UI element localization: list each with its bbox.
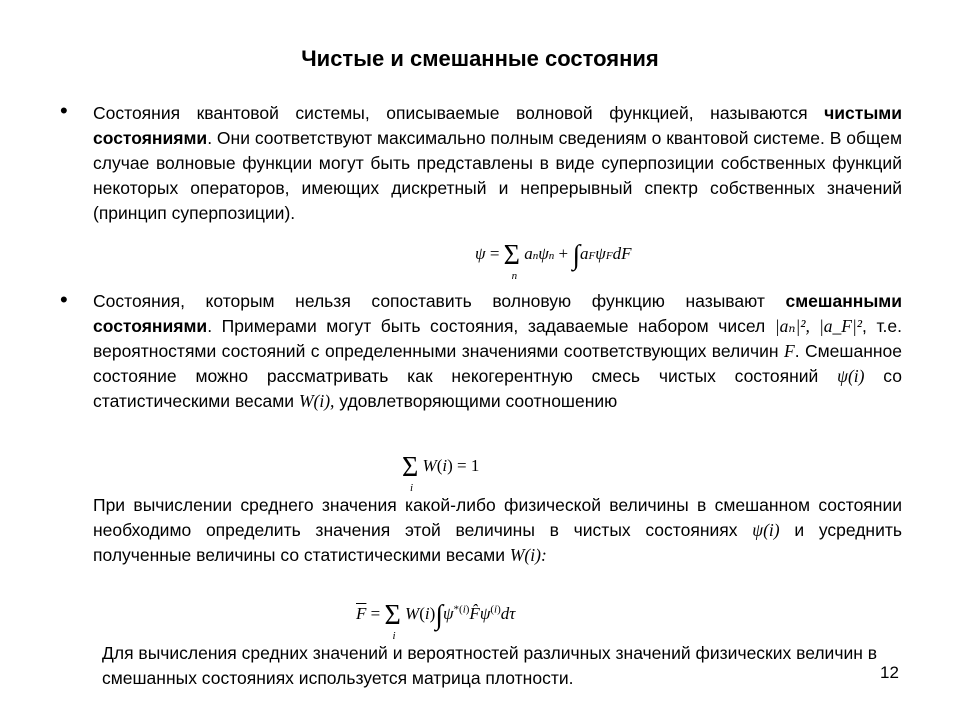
psi-i-2: ψ(i)	[752, 520, 780, 540]
avg-text-a: При вычислении среднего значения какой-либо физической величины в смешанном состоянии необходимо определить значения этой величины в чистых состояниях	[93, 495, 902, 540]
weight-W-i: W(i),	[298, 391, 335, 411]
mixed-text-d: . Смешанное состояние можно рассматривать как некогерентную смесь чистых состояний	[93, 341, 902, 386]
paragraph-pure-states	[93, 101, 902, 226]
formula-superposition: ψ = Σ n anψn + ∫aFψFdF	[475, 240, 632, 282]
formula-average: $\overline{F} = \Sigma$ i $W(i)\int\psi^{*(i)}F̂\psi^{(i)}d\tau$	[356, 600, 516, 642]
weight-W-i-2: W(i):	[509, 545, 547, 565]
psi-i: ψ(i)	[837, 366, 865, 386]
paragraph-mixed-states	[93, 289, 902, 414]
pure-text-a: Состояния квантовой системы, описываемые волновой функцией, называются	[93, 103, 825, 123]
variable-F: F	[784, 341, 795, 361]
probability-numbers: |aₙ|², |a_F|²	[774, 316, 863, 336]
mixed-text-a: Состояния, которым нельзя сопоставить волновую функцию называют	[93, 291, 786, 311]
mixed-text-e: со статистическими весами	[93, 366, 902, 411]
bullet-marker-2: •	[60, 287, 68, 312]
pure-states-term: чистыми состояниями	[93, 103, 902, 148]
mixed-text-f: удовлетворяющими соотношению	[334, 391, 618, 411]
mixed-text-c: , т.е. вероятностями состояний с определенными значениями соответствующих величин	[93, 316, 902, 361]
paragraph-average-value	[93, 493, 902, 568]
density-matrix-note: Для вычисления средних значений и вероятностей различных значений физических величин в смешанных состояниях используется матрица плотности.	[102, 643, 878, 688]
avg-text-b: и усреднить полученные величины со статистическими весами	[93, 520, 902, 565]
pure-text-b: . Они соответствуют максимально полным сведениям о квантовой системе. В общем случае волновые функции могут быть представлены в виде суперпозиции собственных функций некоторых операторов, имеющих дискретный и непрерывный спектр собственных значений (принцип суперпозиции).	[93, 128, 902, 223]
mixed-text-b: . Примерами могут быть состояния, задаваемые набором чисел	[207, 316, 775, 336]
page-number: 12	[880, 663, 899, 682]
slide-title: Чистые и смешанные состояния	[301, 46, 659, 71]
formula-normalization: Σ i W(i) = 1	[402, 452, 480, 494]
mixed-states-term: смешанными состояниями	[93, 291, 902, 336]
bullet-marker-1: •	[60, 98, 68, 123]
